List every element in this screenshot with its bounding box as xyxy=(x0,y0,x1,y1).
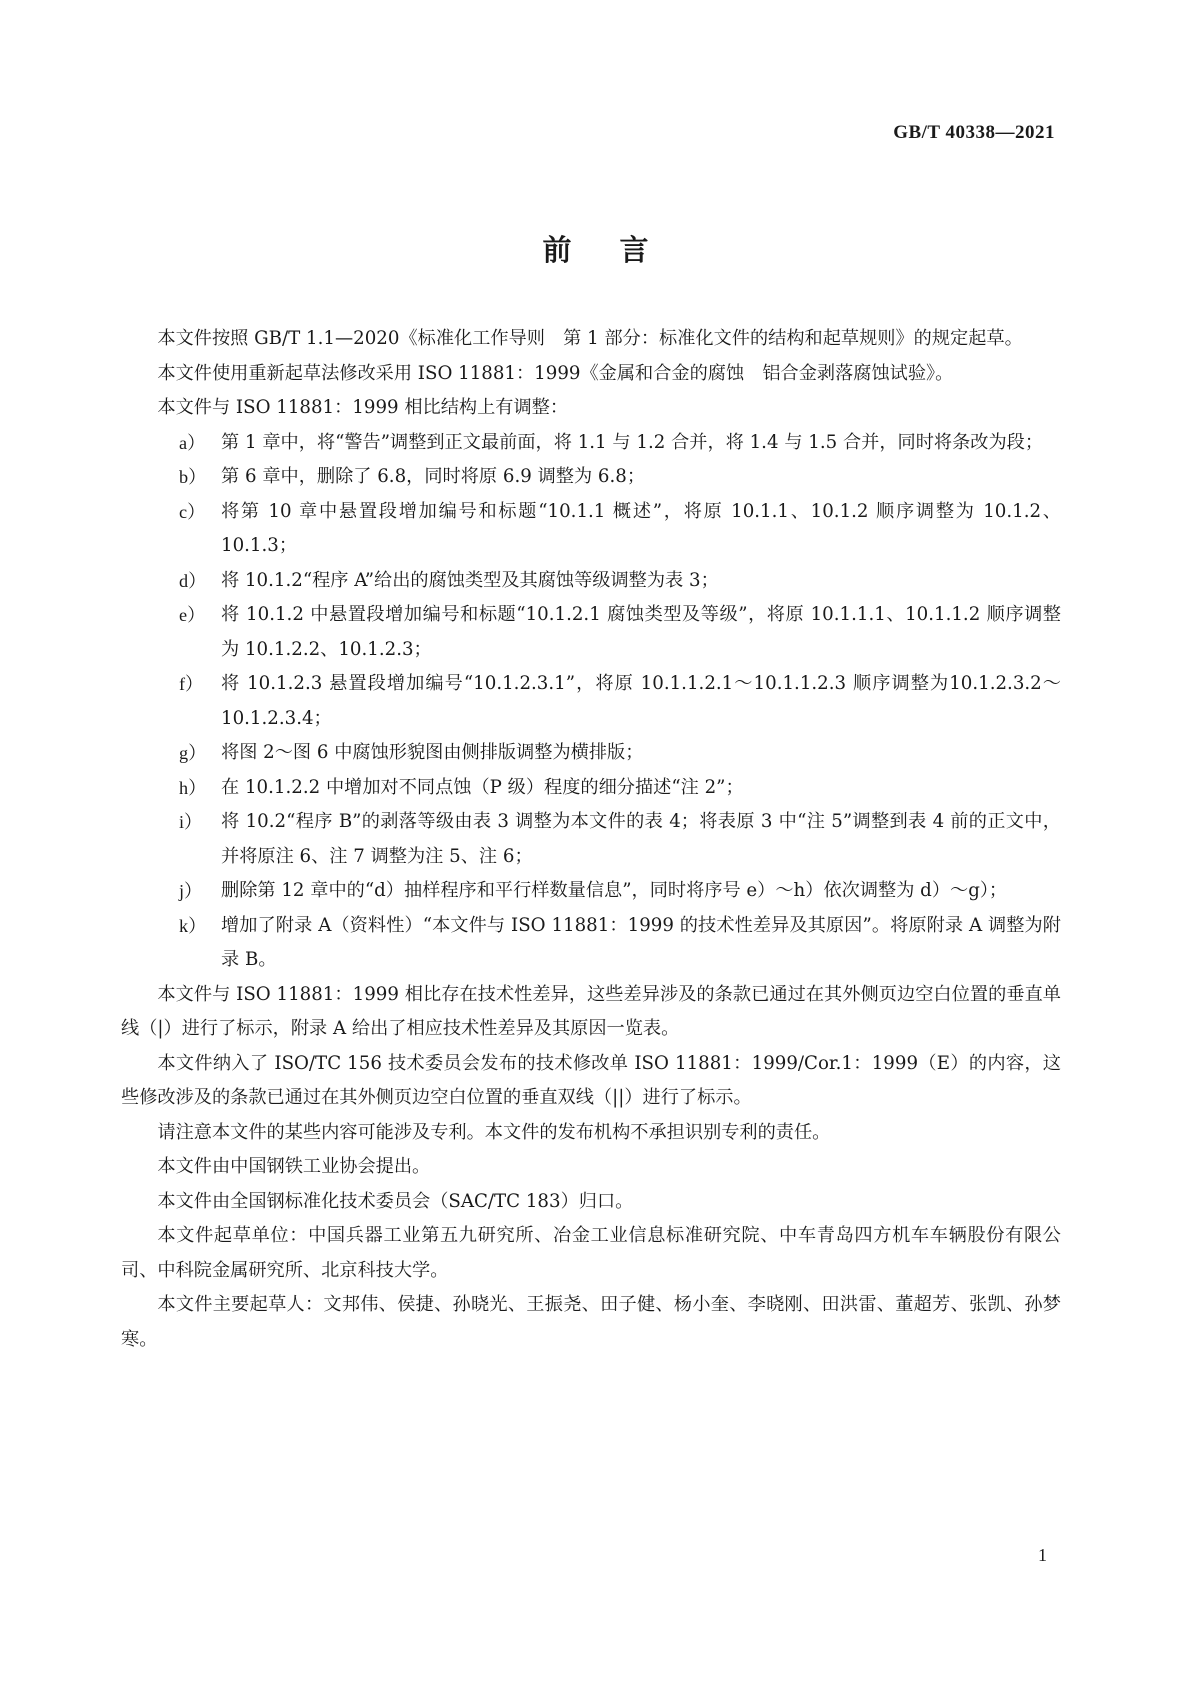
list-item-f xyxy=(121,667,1061,736)
list-marker: f） xyxy=(179,674,204,694)
list-text: 将第 10 章中悬置段增加编号和标题“10.1.1 概述”，将原 10.1.1、10.1.2 顺序调整为 10.1.2、10.1.3； xyxy=(221,500,1061,556)
list-marker: g） xyxy=(179,743,207,763)
list-item-e xyxy=(121,598,1061,667)
list-item-i xyxy=(121,805,1061,874)
paragraph-administered-by: 本文件由全国钢标准化技术委员会（SAC/TC 183）归口。 xyxy=(157,1190,634,1212)
list-text: 将 10.1.2 中悬置段增加编号和标题“10.1.2.1 腐蚀类型及等级”，将原 10.1.1.1、10.1.1.2 顺序调整为 10.1.2.2、10.1.2.3； xyxy=(221,604,1061,660)
page-title: 前言 xyxy=(542,233,697,267)
list-item-b xyxy=(121,460,1061,495)
paragraph-technical-differences: 本文件与 ISO 11881：1999 相比存在技术性差异，这些差异涉及的条款已通过在其外侧页边空白位置的垂直单线（|）进行了标示，附录 A 给出了相应技术性差异及其原因一览表。 xyxy=(121,983,1061,1039)
standard-number: GB/T 40338—2021 xyxy=(893,122,1055,143)
list-marker: j） xyxy=(179,881,203,901)
list-marker: c） xyxy=(179,501,206,522)
list-item-h xyxy=(121,771,1061,806)
list-item-g xyxy=(121,736,1061,771)
list-item-a xyxy=(121,426,1061,461)
list-text: 将 10.1.2“程序 A”给出的腐蚀类型及其腐蚀等级调整为表 3； xyxy=(221,569,719,591)
list-text: 在 10.1.2.2 中增加对不同点蚀（P 级）程度的细分描述“注 2”； xyxy=(221,776,744,798)
list-text: 第 6 章中，删除了 6.8，同时将原 6.9 调整为 6.8； xyxy=(221,466,646,487)
list-item-j xyxy=(121,874,1061,909)
page-number: 1 xyxy=(1038,1545,1047,1565)
list-item-k xyxy=(121,909,1061,978)
list-marker: a） xyxy=(179,432,206,453)
list-marker: b） xyxy=(179,467,207,487)
document-body xyxy=(121,322,1061,1357)
list-item-d xyxy=(121,564,1061,599)
paragraph-intro-2: 本文件使用重新起草法修改采用 ISO 11881：1999《金属和合金的腐蚀 铝合金剥落腐蚀试验》。 xyxy=(157,362,954,384)
paragraph-patent-notice: 请注意本文件的某些内容可能涉及专利。本文件的发布机构不承担识别专利的责任。 xyxy=(157,1121,831,1143)
list-text: 将图 2～图 6 中腐蚀形貌图由侧排版调整为横排版； xyxy=(221,742,644,763)
paragraph-drafting-organizations: 本文件起草单位：中国兵器工业第五九研究所、冶金工业信息标准研究院、中车青岛四方机车车辆股份有限公司、中科院金属研究所、北京科技大学。 xyxy=(121,1225,1061,1281)
list-marker: e） xyxy=(179,605,206,625)
list-text: 删除第 12 章中的“d）抽样程序和平行样数量信息”，同时将序号 e）～h）依次调整为 d）～g）； xyxy=(221,880,1008,901)
paragraph-intro-1: 本文件按照 GB/T 1.1—2020《标准化工作导则 第 1 部分：标准化文件的结构和起草规则》的规定起草。 xyxy=(157,328,1023,349)
list-text: 第 1 章中，将“警告”调整到正文最前面，将 1.1 与 1.2 合并，将 1.4 与 1.5 合并，同时将条改为段； xyxy=(221,431,1044,453)
paragraph-proposed-by: 本文件由中国钢铁工业协会提出。 xyxy=(157,1156,431,1177)
list-marker: k） xyxy=(179,915,207,936)
paragraph-corrigendum: 本文件纳入了 ISO/TC 156 技术委员会发布的技术修改单 ISO 11881：1999/Cor.1：1999（E）的内容，这些修改涉及的条款已通过在其外侧页边空白位置的垂直双线（||）进行了标示。 xyxy=(121,1052,1061,1108)
list-marker: i） xyxy=(179,812,203,832)
paragraph-intro-3: 本文件与 ISO 11881：1999 相比结构上有调整： xyxy=(157,397,569,418)
paragraph-drafters: 本文件主要起草人：文邦伟、侯捷、孙晓光、王振尧、田子健、杨小奎、李晓刚、田洪雷、董超芳、张凯、孙梦寒。 xyxy=(121,1294,1061,1350)
list-text: 将 10.1.2.3 悬置段增加编号“10.1.2.3.1”，将原 10.1.1.2.1～10.1.1.2.3 顺序调整为10.1.2.3.2～10.1.2.3.4； xyxy=(221,673,1061,729)
list-marker: d） xyxy=(179,570,207,591)
list-item-c xyxy=(121,495,1061,564)
list-text: 增加了附录 A（资料性）“本文件与 ISO 11881：1999 的技术性差异及其原因”。将原附录 A 调整为附录 B。 xyxy=(221,914,1061,970)
list-text: 将 10.2“程序 B”的剥落等级由表 3 调整为本文件的表 4；将表原 3 中“注 5”调整到表 4 前的正文中，并将原注 6、注 7 调整为注 5、注 6； xyxy=(221,811,1061,867)
list-marker: h） xyxy=(179,777,207,798)
